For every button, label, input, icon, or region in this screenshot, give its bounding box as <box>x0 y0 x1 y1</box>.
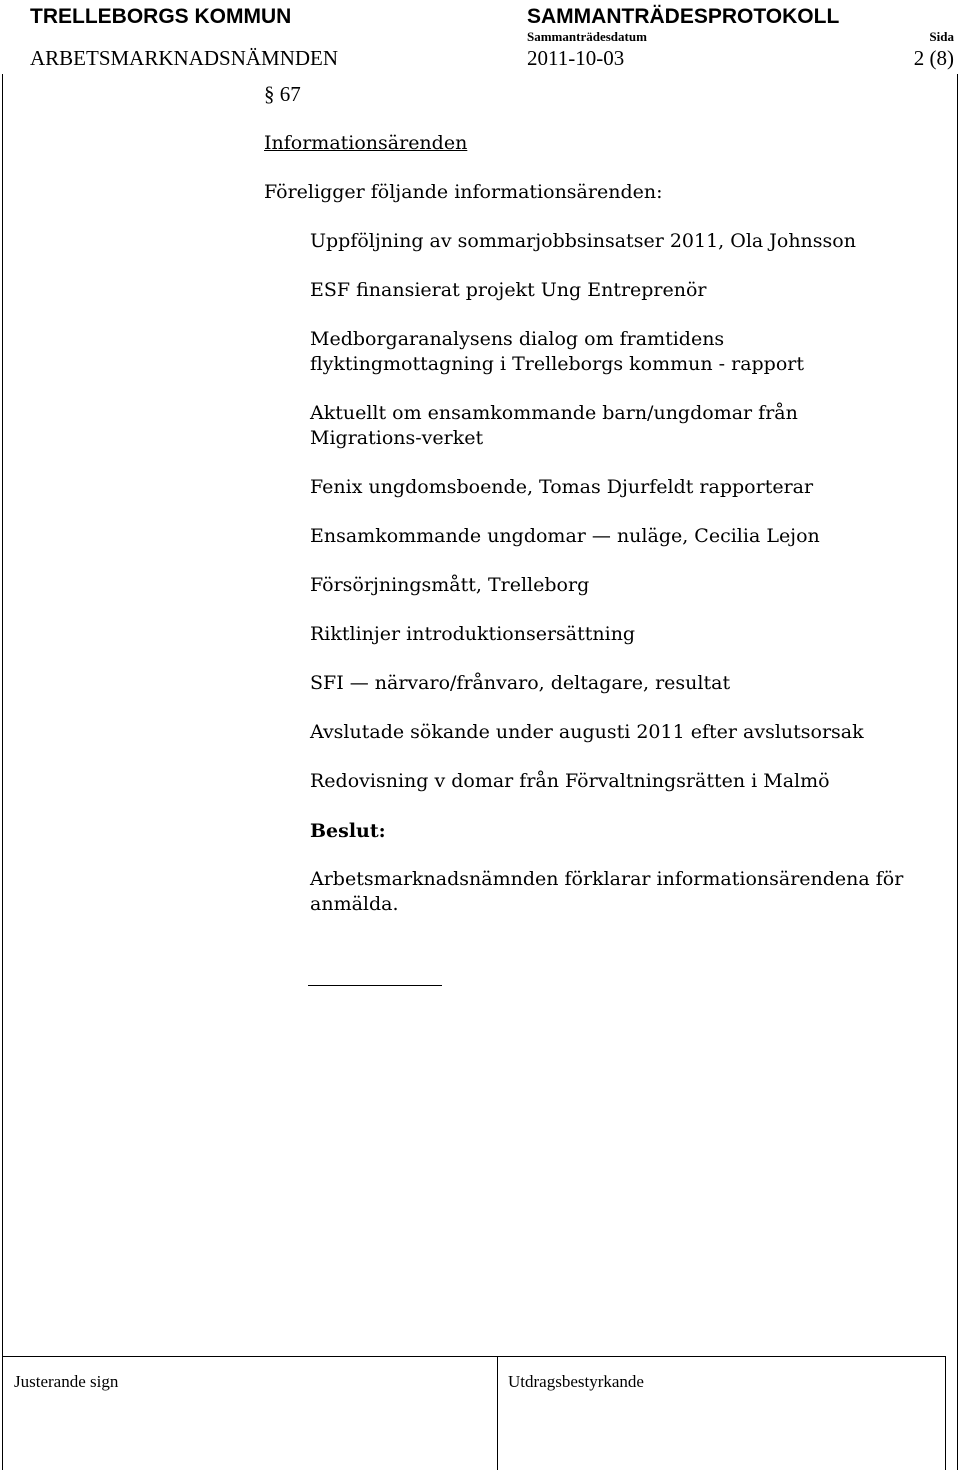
list-item: Ensamkommande ungdomar — nuläge, Cecilia Lejon <box>310 525 820 547</box>
date-label: Sammanträdesdatum <box>527 29 647 44</box>
list-item: Försörjningsmått, Trelleborg <box>310 574 590 596</box>
section-heading: Informationsärenden <box>264 132 468 154</box>
extract-certification-label: Utdragsbestyrkande <box>508 1372 644 1391</box>
document-type: SAMMANTRÄDESPROTOKOLL <box>527 5 840 28</box>
list-item: Medborgaranalysens dialog om framtidens flyktingmottagning i Trelleborgs kommun - rapport <box>310 328 804 375</box>
section-end-rule <box>308 985 442 986</box>
list-item: Riktlinjer introduktionsersättning <box>310 623 636 645</box>
list-item: SFI — närvaro/frånvaro, deltagare, resultat <box>310 672 731 694</box>
meeting-date: 2011-10-03 <box>527 46 625 70</box>
page-label: Sida <box>929 29 954 44</box>
municipality-name: TRELLEBORGS KOMMUN <box>30 5 292 28</box>
list-item: Avslutade sökande under augusti 2011 efter avslutsorsak <box>310 721 864 743</box>
decision-text: Arbetsmarknadsnämnden förklarar informationsärendena för anmälda. <box>310 868 904 915</box>
list-item: ESF finansierat projekt Ung Entreprenör <box>310 279 707 301</box>
adjusting-signature-label: Justerande sign <box>14 1372 119 1391</box>
list-item: Uppföljning av sommarjobbsinsatser 2011, Ola Johnsson <box>310 230 856 252</box>
information-items-list <box>310 229 910 818</box>
left-margin-rule <box>2 74 3 1470</box>
paragraph-number: § 67 <box>264 82 301 106</box>
section-intro: Föreligger följande informationsärenden: <box>264 181 663 203</box>
decision-label: Beslut: <box>310 820 386 842</box>
committee-name: ARBETSMARKNADSNÄMNDEN <box>30 46 339 70</box>
footer-column-divider <box>497 1356 498 1470</box>
page-number: 2 (8) <box>913 46 954 70</box>
list-item: Aktuellt om ensamkommande barn/ungdomar från Migrations-verket <box>310 402 798 449</box>
list-item: Fenix ungdomsboende, Tomas Djurfeldt rapporterar <box>310 476 814 498</box>
right-margin-rule <box>957 74 958 1470</box>
list-item: Redovisning v domar från Förvaltningsrätten i Malmö <box>310 770 830 792</box>
footer-right-border <box>945 1356 946 1470</box>
footer-divider <box>2 1356 946 1357</box>
